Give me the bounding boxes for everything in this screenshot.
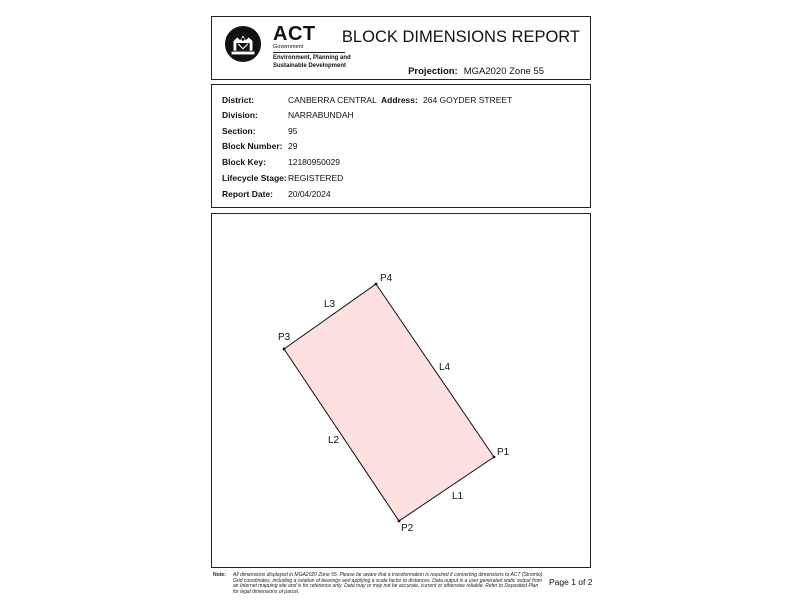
- address-value: 264 GOYDER STREET: [423, 95, 513, 105]
- logo-directorate-line1: Environment, Planning and: [273, 55, 351, 61]
- report-date-value: 20/04/2024: [288, 189, 331, 199]
- block-number-value: 29: [288, 141, 298, 151]
- report-date-label: Report Date:: [222, 189, 274, 199]
- lifecycle-value: REGISTERED: [288, 173, 344, 183]
- division-label: Division:: [222, 110, 258, 120]
- logo-brand: ACT: [273, 23, 316, 45]
- section-value: 95: [288, 126, 298, 136]
- lifecycle-label: Lifecycle Stage:: [222, 173, 287, 183]
- line-label-l1: L1: [452, 491, 464, 502]
- projection-value: MGA2020 Zone 55: [463, 66, 544, 77]
- page-number: Page 1 of 2: [549, 577, 593, 587]
- line-label-l3: L3: [324, 299, 336, 310]
- block-plan: [211, 213, 591, 568]
- division-value: NARRABUNDAH: [288, 110, 354, 120]
- note-label: Note:: [213, 572, 226, 578]
- block-key-label: Block Key:: [222, 157, 266, 167]
- block-key-value: 12180950029: [288, 157, 341, 167]
- block-plan-drawing: [212, 214, 590, 567]
- logo-divider: [273, 52, 345, 53]
- block-number-label: Block Number:: [222, 141, 283, 151]
- projection: [408, 66, 544, 77]
- point-label-p2: P2: [401, 523, 414, 534]
- block-polygon: [284, 284, 494, 521]
- projection-label: Projection:: [408, 66, 458, 77]
- point-label-p4: P4: [380, 273, 393, 284]
- act-crest-icon: [224, 25, 262, 63]
- point-label-p3: P3: [278, 332, 291, 343]
- note-text: All dimensions displayed in MGA2020 Zone 55. Please be aware that a transformation is required if converting dimensions to ACT (Stromlo) Grid coordinates, including a rotation of bearings and applying a scale factor to distances. Data output is a user generated static output from an Internet mapping site and is for reference only. Data may or may not be accurate, current or otherwise reliable. Refer to Deposited Plan for legal dimensions of parcel.: [233, 572, 543, 595]
- address-label: Address:: [381, 95, 418, 105]
- district-value: CANBERRA CENTRAL: [288, 95, 377, 105]
- district-label: District:: [222, 95, 255, 105]
- vertex-p2: [398, 520, 401, 523]
- block-details: [211, 84, 591, 208]
- act-government-logo: [222, 23, 351, 75]
- vertex-p4: [375, 283, 378, 286]
- point-label-p1: P1: [497, 447, 510, 458]
- vertex-p1: [493, 456, 496, 459]
- vertex-p3: [283, 348, 286, 351]
- report-title: BLOCK DIMENSIONS REPORT: [341, 28, 580, 46]
- logo-directorate-line2: Sustainable Development: [273, 63, 347, 69]
- section-label: Section:: [222, 126, 256, 136]
- logo-government: Government: [273, 44, 304, 50]
- report-header: [211, 16, 591, 80]
- line-label-l2: L2: [328, 435, 340, 446]
- line-label-l4: L4: [439, 362, 451, 373]
